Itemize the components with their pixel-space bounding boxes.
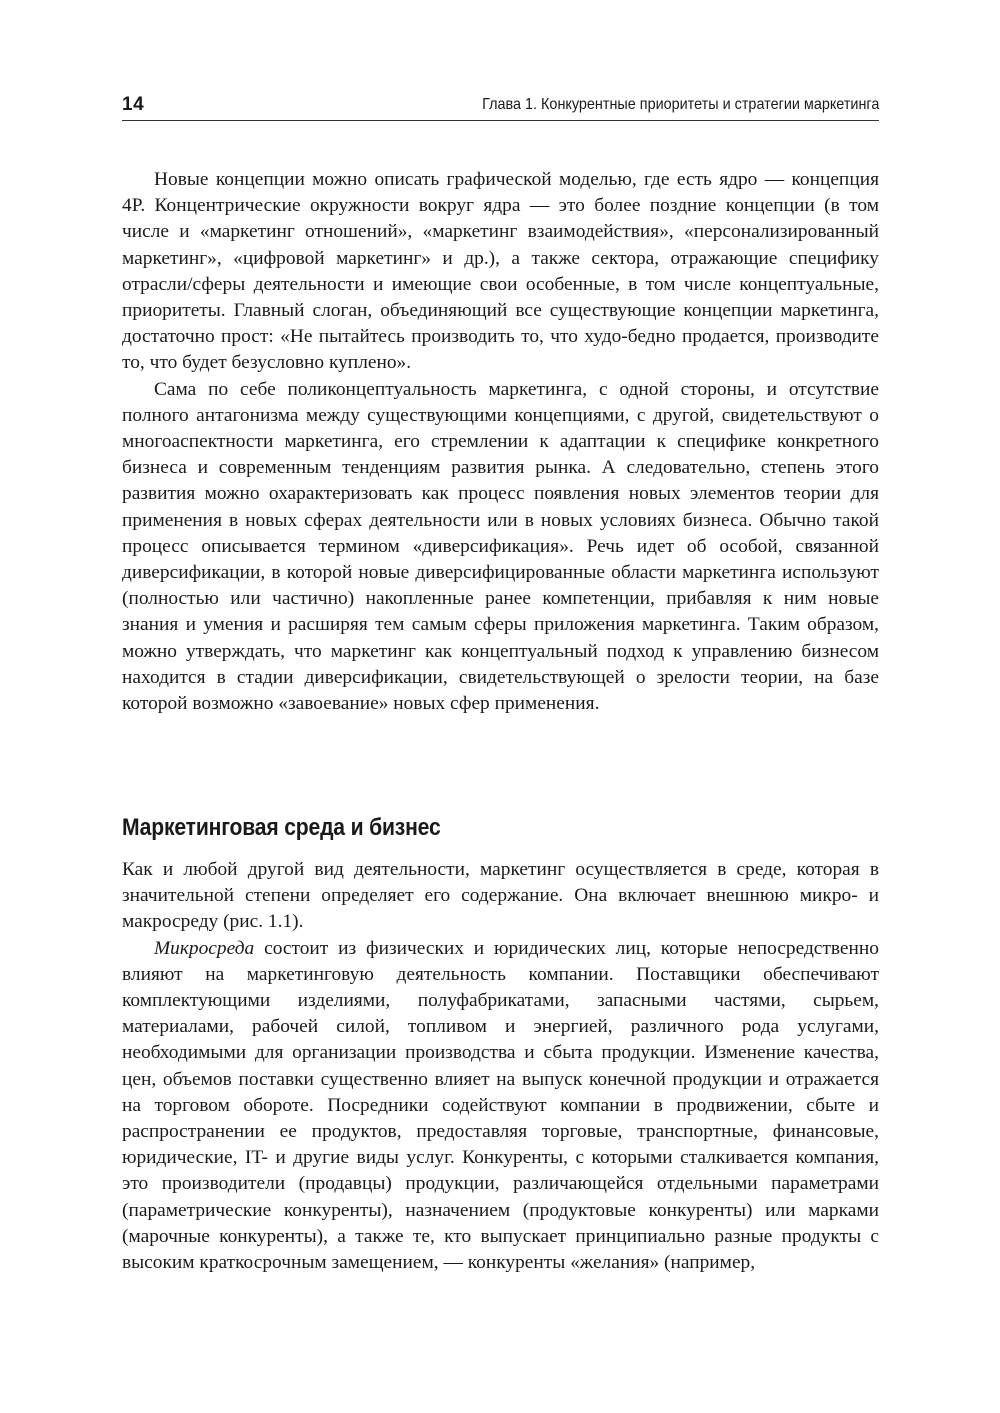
section-heading: Маркетинговая среда и бизнес	[122, 814, 441, 841]
chapter-title: Глава 1. Конкурентные приоритеты и стратегии маркетинга	[481, 96, 879, 113]
paragraph-polyconceptuality: Сама по себе поликонцептуальность маркетинга, с одной стороны, и отсутствие полного антагонизма между существующими концепциями, с другой, свидетельствуют о многоаспектности маркетинга, его стремлении к адаптации к специфике конкретного бизнеса и современным тенденциям развития рынка. А следовательно, степень этого развития можно охарактеризовать как процесс появления новых элементов теории для применения в новых сферах деятельности или в новых условиях бизнеса. Обычно такой процесс описывается термином «диверсификация». Речь идет об особой, связанной диверсификации, в которой новые диверсифицированные области маркетинга используют (полностью или частично) накопленные ранее компетенции, прибавляя к ним новые знания и умения и расширяя тем самым сферы приложения маркетинга. Таким образом, можно утверждать, что маркетинг как концептуальный подход к управлению бизнесом находится в стадии диверсификации, свидетельствующей о зрелости теории, на базе которой возможно «завоевание» новых сфер применения.	[122, 378, 879, 715]
section-environment-text	[122, 857, 879, 1276]
page-number: 14	[122, 94, 145, 115]
paragraph-environment: Как и любой другой вид деятельности, маркетинг осуществляется в среде, которая в значительной степени определяет его содержание. Она включает внешнюю микро- и макросреду (рис. 1.1).	[122, 859, 879, 933]
paragraph-microenvironment	[122, 936, 879, 1277]
paragraph-microenvironment-text: состоит из физических и юридических лиц, которые непосредственно влияют на маркетинговую деятельность компании. Поставщики обеспечивают комплектующими изделиями, полуфабрикатами, запасными частями, сырьем, материалами, рабочей силой, топливом и энергией, различного рода услугами, необходимыми для организации производства и сбыта продукции. Изменение качества, цен, объемов поставки существенно влияет на выпуск конечной продукции и отражается на торговом обороте. Посредники содействуют компании в продвижении, сбыте и распространении ее продуктов, предоставляя торговые, транспортные, финансовые, юридические, IT- и другие виды услуг. Конкуренты, с которыми сталкивается компания, это производители (продавцы) продукции, различающейся отдельными параметрами (параметрические конкуренты), назначением (продуктовые конкуренты) или марками (марочные конкуренты), а также те, кто выпускает принципиально разные продукты с высоким краткосрочным замещением, — конкуренты «желания» (например,	[122, 937, 879, 1274]
term-microenvironment: Микросреда	[154, 937, 255, 959]
section-intro-text	[122, 167, 879, 717]
running-header	[122, 92, 879, 121]
paragraph-concepts-model: Новые концепции можно описать графической моделью, где есть ядро — концепция 4P. Концентрические окружности вокруг ядра — это более поздние концепции (в том числе и «маркетинг отношений», «маркетинг взаимодействия», «персонализированный маркетинг», «цифровой маркетинг» и др.), а также сектора, отражающие специфику отрасли/сферы деятельности и имеющие свои особенные, в том числе концептуальные, приоритеты. Главный слоган, объединяющий все существующие концепции маркетинга, достаточно прост: «Не пытайтесь производить то, что худо-бедно продается, производите то, что будет безусловно куплено».	[122, 169, 879, 374]
